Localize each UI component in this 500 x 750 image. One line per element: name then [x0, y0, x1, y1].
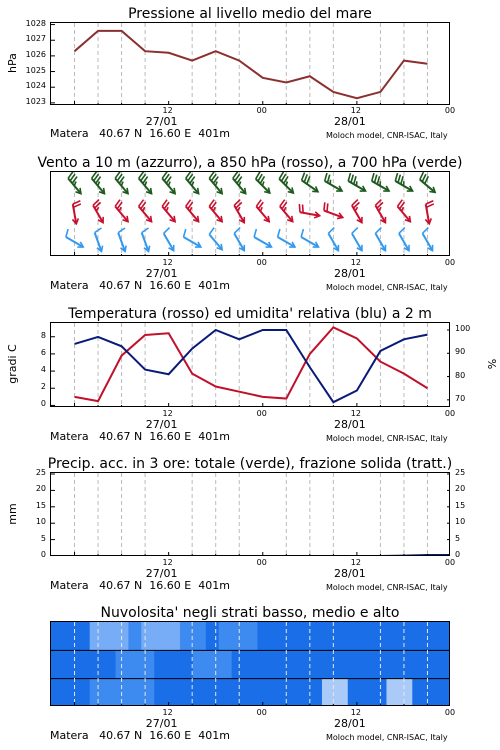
cloud-cell	[348, 679, 362, 706]
date-label: 27/01	[145, 567, 178, 580]
cloud-cell	[206, 679, 220, 706]
model-label: Moloch model, CNR-ISAC, Italy	[326, 434, 448, 443]
barb-feather	[262, 181, 263, 185]
temp-ytick-label: 4	[40, 365, 46, 375]
barb-feather	[209, 228, 214, 235]
temperature-line	[75, 327, 428, 401]
cloud-cell	[283, 650, 297, 678]
cloud-cell	[335, 622, 349, 650]
cloud-cell	[103, 622, 117, 650]
cloud-cell	[399, 650, 413, 678]
temp-ytick-label: 2	[40, 382, 46, 392]
barb-feather	[351, 175, 353, 183]
x-tick-label: 00	[444, 708, 456, 717]
cloud-cell	[116, 650, 130, 678]
cloud-cell	[412, 622, 426, 650]
precip-ytick-label-right: 25	[455, 468, 466, 477]
temp-ytick-label: 8	[40, 330, 46, 340]
wind-barb	[256, 172, 270, 193]
date-label: 27/01	[145, 267, 178, 280]
cloud-cell	[245, 622, 259, 650]
wind-barb	[95, 228, 103, 251]
cloud-cell	[77, 679, 91, 706]
cloud-cell	[180, 650, 194, 678]
wind-barb	[162, 172, 175, 194]
barb-feather	[352, 228, 358, 234]
date-label: 28/01	[334, 717, 366, 730]
cloud-cell	[399, 622, 413, 650]
cloud-cell	[386, 622, 400, 650]
x-tick-label: 12	[350, 558, 361, 567]
cloud-cell	[335, 679, 349, 706]
cloud-cell	[90, 650, 104, 678]
cloud-cell	[64, 650, 78, 678]
date-label: 28/01	[334, 267, 366, 280]
cloud-cell	[64, 679, 78, 706]
barb-feather	[327, 203, 328, 211]
location-label: Matera 40.67 N 16.60 E 401m	[50, 579, 230, 592]
cloud-cell	[206, 622, 220, 650]
wind-barb	[162, 200, 175, 222]
barb-feather	[422, 174, 426, 181]
barb-feather	[372, 173, 374, 181]
barb-feather	[254, 229, 256, 237]
cloud-cell	[361, 622, 375, 650]
cloud-cell	[206, 650, 220, 678]
cloud-cell	[438, 622, 450, 650]
cloud-cell	[348, 650, 362, 678]
cloud-cell	[103, 650, 117, 678]
cloud-cell	[64, 622, 78, 650]
x-tick-label: 12	[162, 258, 173, 267]
cloud-cell	[219, 622, 233, 650]
temp-ylabel: gradi C	[6, 344, 19, 384]
cloud-cell	[335, 650, 349, 678]
precip-ytick-label-right: 0	[455, 550, 461, 559]
cloud-cell	[154, 679, 168, 706]
barb-feather	[190, 207, 192, 211]
barb-feather	[325, 173, 327, 181]
cloud-cell	[361, 679, 375, 706]
pressure-plot	[50, 22, 450, 105]
cloud-cell	[245, 650, 259, 678]
wind-barb	[254, 229, 271, 247]
barb-feather	[168, 182, 170, 186]
cloud-cell	[296, 679, 310, 706]
location-label: Matera 40.67 N 16.60 E 401m	[50, 430, 230, 443]
barb-feather	[278, 229, 280, 237]
temp-ytick-label: 0	[40, 399, 46, 409]
pressure-ylabel: hPa	[6, 53, 19, 73]
cloud-cell	[141, 650, 155, 678]
wind-barb	[164, 228, 174, 251]
cloud-cell	[309, 679, 323, 706]
cloud-cell	[386, 679, 400, 706]
precip-ytick-label: 10	[35, 517, 46, 527]
x-tick-label: 00	[444, 258, 456, 267]
wind-barb	[425, 201, 433, 224]
barb-feather	[402, 207, 404, 211]
cloud-cell	[232, 679, 246, 706]
barb-feather	[420, 172, 424, 179]
barb-feather	[143, 207, 145, 211]
date-label: 28/01	[334, 115, 366, 128]
date-label: 28/01	[334, 418, 366, 431]
pressure-ytick-label: 1023	[25, 96, 46, 106]
cloud-cell	[245, 679, 259, 706]
cloud-cell	[180, 622, 194, 650]
location-label: Matera 40.67 N 16.60 E 401m	[50, 729, 230, 742]
cloud-cell	[167, 679, 181, 706]
cloud-cell	[77, 622, 91, 650]
cloud-cell	[193, 650, 207, 678]
cloud-cell	[90, 622, 104, 650]
barb-feather	[260, 207, 262, 211]
barb-feather	[66, 229, 68, 237]
cloud-cell	[296, 650, 310, 678]
cloud-cell	[348, 622, 362, 650]
temp-title: Temperatura (rosso) ed umidita' relativa (blu) a 2 m	[68, 306, 432, 322]
precip-ytick-label-right: 5	[455, 533, 461, 543]
wind-barb	[142, 228, 150, 251]
cloud-cell	[128, 679, 142, 706]
precip-ytick-label-right: 20	[455, 484, 466, 494]
temp-plot	[50, 322, 450, 407]
barb-feather	[398, 175, 400, 183]
cloud-cell	[167, 622, 181, 650]
cloud-cell	[296, 622, 310, 650]
precip-title: Precip. acc. in 3 ore: totale (verde), frazione solida (tratt.)	[47, 456, 453, 472]
barb-feather	[348, 173, 350, 181]
precip-ytick-label-right: 10	[455, 517, 466, 527]
barb-feather	[284, 207, 286, 211]
cloud-cell	[180, 679, 194, 706]
cloud-cell	[51, 622, 65, 650]
date-label: 27/01	[145, 115, 178, 128]
cloud-cell	[270, 679, 284, 706]
model-label: Moloch model, CNR-ISAC, Italy	[326, 131, 448, 140]
cloud-cell	[438, 679, 450, 706]
cloud-cell	[116, 679, 130, 706]
cloud-cell	[283, 679, 297, 706]
x-tick-label: 00	[256, 258, 267, 267]
x-tick-label: 12	[162, 708, 173, 717]
cloud-cell	[51, 679, 65, 706]
humidity-ytick-label: 90	[455, 347, 466, 357]
cloud-cell	[128, 650, 142, 678]
barb-feather	[184, 229, 186, 237]
barb-feather	[303, 205, 304, 213]
barb-feather	[166, 207, 168, 211]
cloud-cell	[116, 622, 130, 650]
x-tick-label: 00	[256, 409, 267, 418]
precip-ytick-label: 0	[40, 550, 46, 559]
x-tick-label: 12	[162, 106, 173, 115]
wind-plot	[50, 171, 450, 256]
precip-ytick-label: 15	[35, 500, 46, 510]
cloud-cell	[399, 679, 413, 706]
barb-feather	[395, 173, 397, 181]
barb-feather	[327, 175, 329, 183]
cloud-cell	[219, 679, 233, 706]
cloud-cell	[232, 622, 246, 650]
wind-barb	[256, 200, 269, 222]
model-label: Moloch model, CNR-ISAC, Italy	[326, 733, 448, 742]
cloud-cell	[219, 650, 233, 678]
cloud-cell	[257, 679, 271, 706]
wind-title: Vento a 10 m (azzurro), a 850 hPa (rosso), a 700 hPa (verde)	[37, 155, 463, 171]
location-label: Matera 40.67 N 16.60 E 401m	[50, 127, 230, 140]
x-tick-label: 00	[256, 708, 267, 717]
cloud-cell	[90, 679, 104, 706]
x-tick-label: 00	[256, 558, 267, 567]
x-tick-label: 12	[162, 409, 173, 418]
x-tick-label: 12	[350, 708, 361, 717]
cloud-cell	[167, 650, 181, 678]
humidity-ytick-label: 70	[455, 393, 466, 403]
x-tick-label: 00	[444, 106, 456, 115]
barb-feather	[401, 176, 403, 184]
precip-plot	[50, 472, 450, 556]
date-label: 28/01	[334, 567, 366, 580]
wind-barb	[352, 200, 362, 223]
cloud-cell	[128, 622, 142, 650]
barb-feather	[73, 204, 81, 207]
x-tick-label: 12	[162, 558, 173, 567]
cloud-cell	[412, 650, 426, 678]
barb-feather	[426, 201, 434, 204]
cloud-cell	[51, 650, 65, 678]
cloud-title: Nuvolosita' negli strati basso, medio e alto	[100, 605, 400, 621]
barb-feather	[301, 229, 303, 237]
x-tick-label: 00	[444, 409, 456, 418]
wind-barb	[118, 228, 126, 251]
precip-ytick-label: 5	[40, 533, 46, 543]
cloud-cell	[103, 679, 117, 706]
humidity-ytick-label: 80	[455, 370, 466, 380]
date-label: 27/01	[145, 418, 178, 431]
humidity-ylabel: %	[486, 358, 499, 370]
cloud-cell	[193, 679, 207, 706]
barb-feather	[73, 201, 81, 204]
pressure-title: Pressione al livello medio del mare	[128, 6, 372, 22]
model-label: Moloch model, CNR-ISAC, Italy	[326, 283, 448, 292]
x-tick-label: 12	[350, 258, 361, 267]
model-label: Moloch model, CNR-ISAC, Italy	[326, 583, 448, 592]
humidity-ytick-label: 100	[455, 323, 471, 333]
barb-feather	[426, 204, 434, 207]
cloud-cell	[193, 622, 207, 650]
cloud-cell	[141, 679, 155, 706]
cloud-cell	[309, 622, 323, 650]
cloud-cell	[283, 622, 297, 650]
pressure-ytick-label: 1024	[25, 81, 46, 91]
barb-feather	[299, 204, 300, 212]
pressure-line	[75, 31, 428, 98]
barb-feather	[164, 228, 170, 234]
barb-feather	[119, 207, 121, 211]
cloud-cell	[412, 679, 426, 706]
barb-feather	[354, 176, 356, 184]
precip-ytick-label: 25	[35, 468, 46, 477]
precip-ylabel: mm	[6, 503, 19, 525]
cloud-cell	[361, 650, 375, 678]
x-tick-label: 12	[350, 106, 361, 115]
pressure-ytick-label: 1026	[25, 49, 46, 59]
cloud-plot	[50, 621, 450, 706]
pressure-ytick-label: 1027	[25, 34, 46, 44]
barb-feather	[375, 175, 377, 183]
pressure-ytick-label: 1028	[25, 18, 46, 28]
cloud-cell	[438, 650, 450, 678]
cloud-cell	[270, 650, 284, 678]
temp-ytick-label: 6	[40, 347, 46, 357]
barb-feather	[304, 174, 307, 182]
cloud-cell	[232, 650, 246, 678]
barb-feather	[377, 176, 379, 184]
cloud-cell	[154, 622, 168, 650]
cloud-cell	[141, 622, 155, 650]
wind-barb	[348, 173, 365, 191]
wind-barb	[72, 201, 80, 224]
location-label: Matera 40.67 N 16.60 E 401m	[50, 279, 230, 292]
barb-feather	[213, 207, 215, 211]
cloud-cell	[257, 650, 271, 678]
cloud-cell	[257, 622, 271, 650]
cloud-cell	[77, 650, 91, 678]
barb-feather	[355, 207, 357, 211]
barb-feather	[324, 202, 325, 210]
x-tick-label: 00	[444, 558, 456, 567]
date-label: 27/01	[145, 717, 178, 730]
x-tick-label: 12	[350, 409, 361, 418]
humidity-line	[75, 330, 428, 402]
cloud-cell	[154, 650, 168, 678]
cloud-cell	[386, 650, 400, 678]
barb-feather	[302, 173, 305, 181]
cloud-cell	[309, 650, 323, 678]
cloud-cell	[270, 622, 284, 650]
precip-line	[51, 555, 450, 556]
x-tick-label: 00	[256, 106, 267, 115]
pressure-ytick-label: 1025	[25, 65, 46, 75]
wind-barb	[352, 228, 362, 251]
precip-ytick-label: 20	[35, 484, 46, 494]
precip-ytick-label-right: 15	[455, 500, 466, 510]
